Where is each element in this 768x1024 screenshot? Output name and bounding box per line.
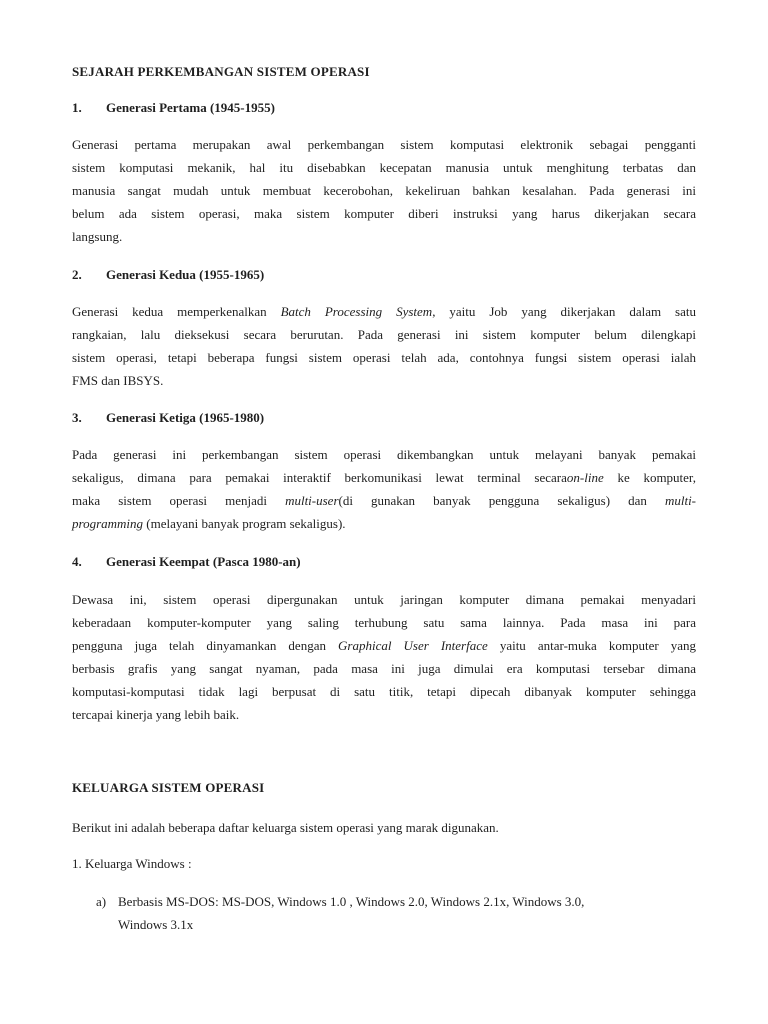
paragraph-line [72,634,696,657]
list-marker: a) [96,894,107,909]
section-paragraph-1 [72,133,696,248]
section-heading-4 [72,554,696,570]
paragraph-line: sistem operasi, tetapi beberapa fungsi sistem operasi telah ada, contohnya fungsi sistem operasi ialah [72,350,696,365]
text-run: (melayani banyak program sekaligus). [143,516,346,531]
paragraph-line: keberadaan komputer-komputer yang saling terhubung satu sama lainnya. Pada masa ini para [72,615,696,630]
italic-term: on-line [566,470,604,485]
paragraph-line: komputasi-komputasi tidak lagi berpusat di satu titik, tetapi dipecah dibanyak komputer sehingga [72,684,696,699]
italic-term: programming [72,516,144,531]
paragraph-line: FMS dan IBSYS. [72,373,164,388]
paragraph-line: berbasis grafis yang sangat nyaman, pada masa ini juga dimulai era komputasi tersebar dimana [72,661,696,676]
family-heading: 1. Keluarga Windows : [72,856,192,871]
text-run: pengguna juga telah dinyamankan dengan [72,638,339,653]
list-item-text [118,890,584,936]
section-number: 2. [72,267,82,282]
section-number: 3. [72,410,82,425]
section-title: Generasi Pertama (1945-1955) [106,100,275,115]
section-number: 1. [72,100,82,115]
section-paragraph-3 [72,443,696,535]
paragraph-line: Pada generasi ini perkembangan sistem operasi dikembangkan untuk melayani banyak pemakai [72,447,696,462]
paragraph-line: rangkaian, lalu dieksekusi secara berurutan. Pada generasi ini sistem komputer belum dilengkapi [72,327,696,342]
paragraph-line: Dewasa ini, sistem operasi dipergunakan untuk jaringan komputer dimana pemakai menyadari [72,592,696,607]
text-run: sekaligus, dimana para pemakai interaktif berkomunikasi lewat terminal secara [72,470,567,485]
section-heading-1 [72,100,696,116]
paragraph-line [72,512,696,535]
italic-term: multi- [664,493,697,508]
italic-term: Batch Processing System [280,304,433,319]
section-title: Generasi Ketiga (1965-1980) [106,410,265,425]
paragraph-line [72,466,696,489]
italic-term: Graphical User Interface [338,638,488,653]
text-run: Generasi kedua memperkenalkan [72,304,281,319]
paragraph-line: Generasi pertama merupakan awal perkembangan sistem komputasi elektronik sebagai pengganti [72,137,696,152]
text-run: , yaitu Job yang dikerjakan dalam satu [432,304,697,319]
text-run: (di gunakan banyak pengguna sekaligus) dan [338,493,665,508]
list-line: Berbasis MS-DOS: MS-DOS, Windows 1.0 , Windows 2.0, Windows 2.1x, Windows 3.0, [118,894,585,909]
text-run: ke komputer, [603,470,696,485]
paragraph-line: langsung. [72,229,123,244]
text-run: maka sistem operasi menjadi [72,493,286,508]
list-line: Windows 3.1x [118,917,194,932]
intro-text: Berikut ini adalah beberapa daftar keluarga sistem operasi yang marak digunakan. [72,820,499,835]
italic-term: multi-user [285,493,339,508]
section-title: Generasi Kedua (1955-1965) [106,267,265,282]
paragraph-line: belum ada sistem operasi, maka sistem komputer diberi instruksi yang harus dikerjakan secara [72,206,696,221]
paragraph-line [72,300,696,323]
section-paragraph-4 [72,588,696,726]
section-title-2: KELUARGA SISTEM OPERASI [72,780,265,795]
section-heading-2 [72,267,696,283]
text-run: yaitu antar-muka komputer yang [487,638,696,653]
paragraph-line: sistem komputasi mekanik, hal itu disebabkan kecepatan manusia untuk menghitung terbatas dan [72,160,696,175]
paragraph-line [72,489,696,512]
document-title: SEJARAH PERKEMBANGAN SISTEM OPERASI [72,64,370,79]
paragraph-line: manusia sangat mudah untuk membuat kecerobohan, kekeliruan bahkan kesalahan. Pada generasi ini [72,183,696,198]
section-heading-3 [72,410,696,426]
section-paragraph-2 [72,300,696,392]
paragraph-line: tercapai kinerja yang lebih baik. [72,707,240,722]
section-number: 4. [72,554,82,569]
section-title: Generasi Keempat (Pasca 1980-an) [106,554,301,569]
list-item [96,890,696,936]
